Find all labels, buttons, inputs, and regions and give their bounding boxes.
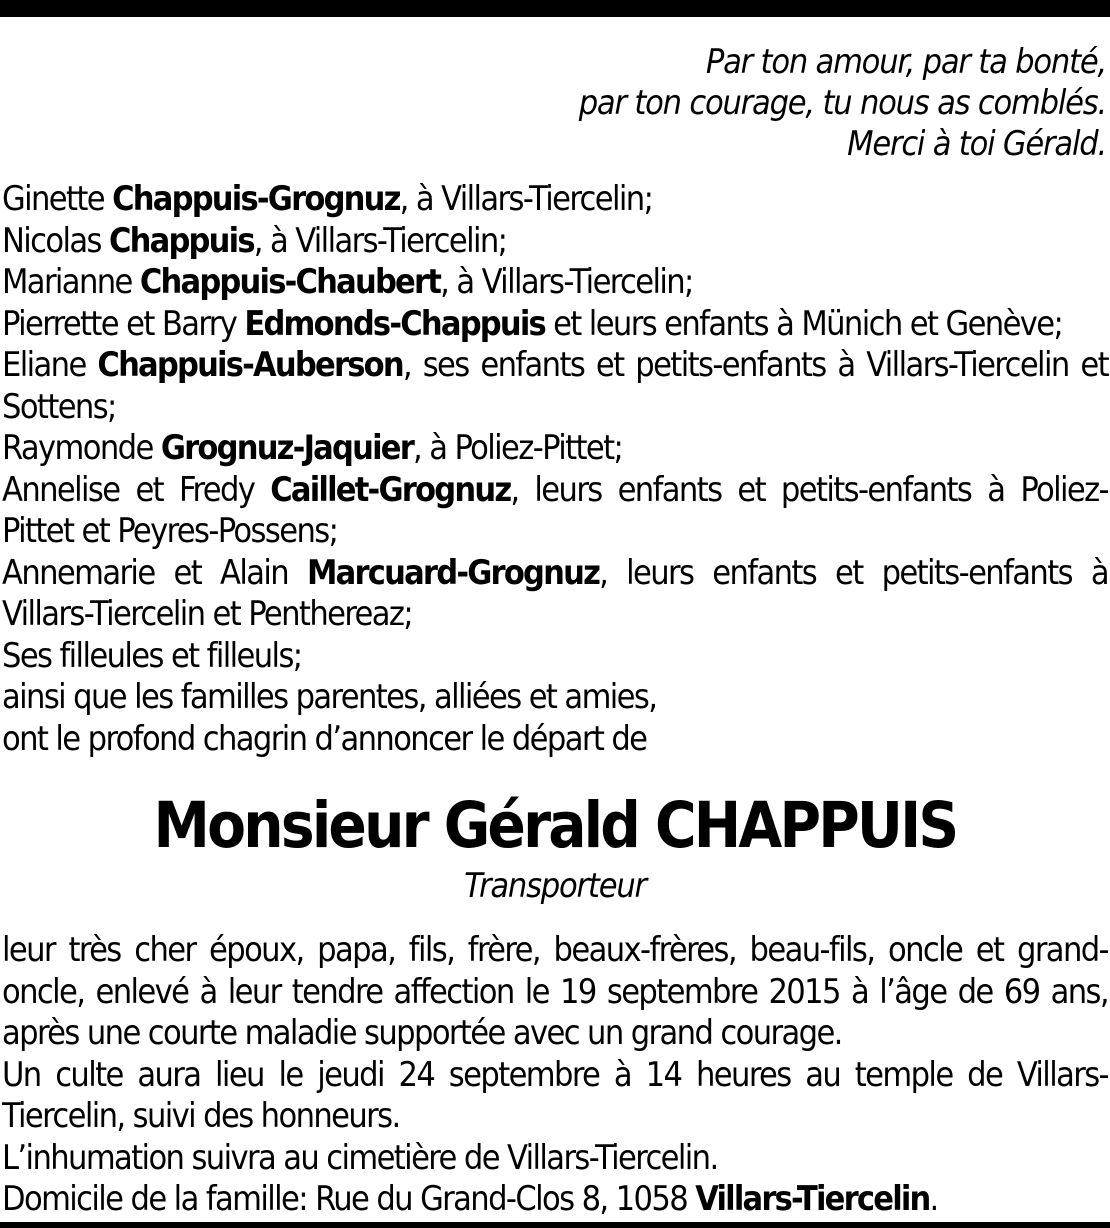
family-address: Domicile de la famille: Rue du Grand-Clos 8, 1058 Villars-Tiercelin. — [2, 1179, 938, 1219]
motto-line: par ton courage, tu nous as comblés. — [578, 83, 1106, 123]
mourner-entry: Pierrette et Barry Edmonds-Chappuis et leurs enfants à Münich et Genève; — [2, 303, 1063, 344]
body-paragraph: leur très cher époux, papa, fils, frère, beaux-frères, beau-fils, oncle et grand-oncle, enlevé à leur tendre affection le 19 septembre 2015 à l’âge de 69 ans, après une courte maladie supportée avec un grand courage. — [2, 930, 1108, 1053]
mourner-entry: Ses filleules et filleuls; — [2, 635, 302, 676]
mourner-entry: ainsi que les familles parentes, alliées et amies, — [2, 677, 657, 717]
top-rule — [0, 0, 1110, 17]
mourner-entry: Raymonde Grognuz-Jaquier, à Poliez-Pittet; — [2, 428, 623, 468]
motto-line: Merci à toi Gérald. — [847, 124, 1106, 164]
body-paragraph: Un culte aura lieu le jeudi 24 septembre à 14 heures au temple de Villars-Tiercelin, suivi des honneurs. — [2, 1054, 1108, 1136]
mourners-list — [2, 179, 1108, 760]
motto-line: Par ton amour, par ta bonté, — [705, 42, 1106, 82]
obituary-notice — [2, 42, 1108, 1221]
mourner-entry: Annemarie et Alain Marcuard-Grognuz, leurs enfants et petits-enfants à Villars-Tiercelin et Penthereaz; — [2, 552, 1108, 634]
bottom-rule — [0, 1222, 1110, 1228]
mourner-entry: Ginette Chappuis-Grognuz, à Villars-Tiercelin; — [2, 179, 653, 219]
motto — [2, 42, 1106, 165]
deceased-name: Monsieur Gérald CHAPPUIS — [153, 789, 957, 862]
mourner-entry: Eliane Chappuis-Auberson, ses enfants et petits-enfants à Villars-Tiercelin et Sottens; — [2, 345, 1108, 427]
notice-body — [2, 930, 1108, 1221]
mourner-entry: Annelise et Fredy Caillet-Grognuz, leurs enfants et petits-enfants à Poliez-Pittet et Peyres-Possens; — [2, 469, 1108, 551]
announcement-line: ont le profond chagrin d’annoncer le départ de — [2, 718, 647, 759]
mourner-entry: Marianne Chappuis-Chaubert, à Villars-Tiercelin; — [2, 262, 693, 302]
mourner-entry: Nicolas Chappuis, à Villars-Tiercelin; — [2, 220, 507, 261]
body-paragraph: L’inhumation suivra au cimetière de Villars-Tiercelin. — [2, 1137, 718, 1178]
deceased-profession: Transporteur — [464, 866, 646, 906]
deceased-block — [2, 790, 1108, 906]
